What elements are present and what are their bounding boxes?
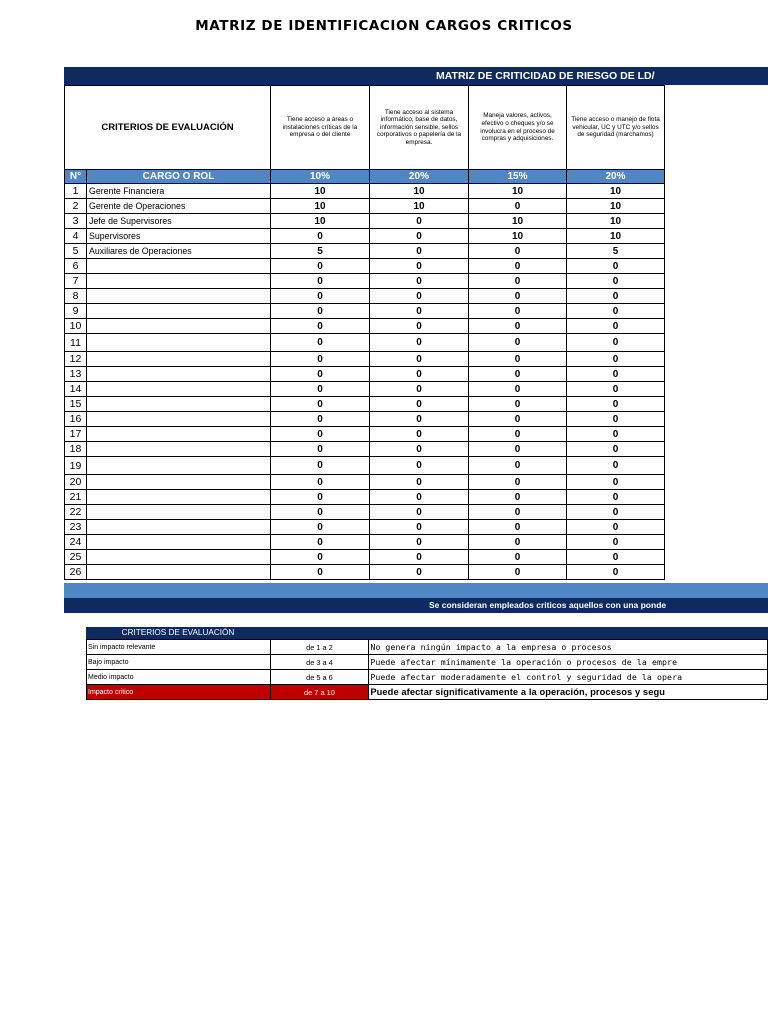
criterion-score: 0 xyxy=(370,319,469,334)
role-name: Gerente de Operaciones xyxy=(87,199,271,214)
criterion-score: 5 xyxy=(271,244,370,259)
role-name: Gerente Financiera xyxy=(87,184,271,199)
criterion-score: 0 xyxy=(567,382,665,397)
criterion-score: 0 xyxy=(271,427,370,442)
criterion-score: 0 xyxy=(567,550,665,565)
criterion-score: 0 xyxy=(370,505,469,520)
table-row xyxy=(65,397,665,412)
table-row xyxy=(65,304,665,319)
impact-range: de 5 a 6 xyxy=(270,670,369,685)
criterion-score: 0 xyxy=(271,535,370,550)
criterion-score: 0 xyxy=(271,565,370,580)
criterion-score: 0 xyxy=(469,259,567,274)
criterion-score: 0 xyxy=(469,412,567,427)
note-band xyxy=(64,598,768,613)
table-row xyxy=(65,442,665,457)
row-number: 12 xyxy=(65,352,87,367)
legend-row xyxy=(87,685,768,700)
criterion-score: 10 xyxy=(567,199,665,214)
criterion-score: 0 xyxy=(271,352,370,367)
criterion-score: 0 xyxy=(567,475,665,490)
criterion-score: 10 xyxy=(271,184,370,199)
table-row xyxy=(65,214,665,229)
criterion-score: 0 xyxy=(469,244,567,259)
matrix-banner xyxy=(64,67,768,85)
criterion-score: 0 xyxy=(567,505,665,520)
criterion-score: 0 xyxy=(567,334,665,352)
impact-description: Puede afectar mínimamente la operación o procesos de la empre xyxy=(369,655,768,670)
criterion-score: 0 xyxy=(370,274,469,289)
criterion-score: 0 xyxy=(370,442,469,457)
role-name xyxy=(87,427,271,442)
table-row xyxy=(65,520,665,535)
criterion-score: 10 xyxy=(370,199,469,214)
criterion-description: Tiene acceso al sistema informático, base de datos, información sensible, sellos corporativos o papelería de la empresa. xyxy=(370,86,469,170)
table-row xyxy=(65,475,665,490)
separator-band xyxy=(64,583,768,598)
table-row xyxy=(65,550,665,565)
criterion-score: 0 xyxy=(370,334,469,352)
impact-range: de 1 a 2 xyxy=(270,640,369,655)
criterion-description: Tiene acceso a áreas o instalaciones críticas de la empresa o del cliente xyxy=(271,86,370,170)
legend-row xyxy=(87,655,768,670)
criterion-score: 0 xyxy=(567,535,665,550)
table-row xyxy=(65,352,665,367)
impact-range: de 7 a 10 xyxy=(270,685,369,700)
criterion-score: 0 xyxy=(271,475,370,490)
criterion-score: 0 xyxy=(370,412,469,427)
criterion-score: 0 xyxy=(370,535,469,550)
table-row xyxy=(65,505,665,520)
criterion-score: 0 xyxy=(271,490,370,505)
row-number: 22 xyxy=(65,505,87,520)
row-number: 11 xyxy=(65,334,87,352)
row-number: 9 xyxy=(65,304,87,319)
impact-level: Impacto critico xyxy=(87,685,271,700)
table-row xyxy=(65,427,665,442)
table-row xyxy=(65,244,665,259)
criterion-score: 0 xyxy=(370,367,469,382)
table-row xyxy=(65,457,665,475)
role-name xyxy=(87,289,271,304)
role-name xyxy=(87,490,271,505)
role-name xyxy=(87,520,271,535)
criterion-score: 0 xyxy=(469,397,567,412)
criterion-score: 0 xyxy=(271,259,370,274)
criterion-score: 0 xyxy=(567,412,665,427)
criterion-score: 10 xyxy=(271,199,370,214)
criterion-score: 10 xyxy=(567,229,665,244)
role-name: Supervisores xyxy=(87,229,271,244)
criterion-score: 0 xyxy=(567,442,665,457)
matrix-body xyxy=(65,184,665,580)
criterion-score: 10 xyxy=(469,214,567,229)
table-row xyxy=(65,319,665,334)
criterion-score: 0 xyxy=(370,565,469,580)
criterion-score: 0 xyxy=(370,244,469,259)
row-number: 20 xyxy=(65,475,87,490)
column-header-row xyxy=(65,170,665,184)
table-row xyxy=(65,367,665,382)
criterion-score: 0 xyxy=(469,274,567,289)
role-name xyxy=(87,442,271,457)
criterion-weight: 20% xyxy=(567,170,665,184)
role-name xyxy=(87,565,271,580)
row-number: 25 xyxy=(65,550,87,565)
role-name xyxy=(87,259,271,274)
impact-level: Medio impacto xyxy=(87,670,271,685)
evaluation-legend xyxy=(86,639,768,700)
criterion-score: 0 xyxy=(567,520,665,535)
criterion-score: 0 xyxy=(567,457,665,475)
criterion-score: 0 xyxy=(469,550,567,565)
role-name xyxy=(87,334,271,352)
role-name xyxy=(87,319,271,334)
criterion-score: 0 xyxy=(271,412,370,427)
criterion-score: 0 xyxy=(370,397,469,412)
row-number: 3 xyxy=(65,214,87,229)
row-number: 8 xyxy=(65,289,87,304)
role-name xyxy=(87,304,271,319)
table-row xyxy=(65,490,665,505)
row-number: 13 xyxy=(65,367,87,382)
criterion-score: 0 xyxy=(370,475,469,490)
impact-description: Puede afectar moderadamente el control y seguridad de la opera xyxy=(369,670,768,685)
row-number: 26 xyxy=(65,565,87,580)
criterion-score: 0 xyxy=(370,427,469,442)
criterion-score: 0 xyxy=(370,304,469,319)
role-name xyxy=(87,457,271,475)
role-name xyxy=(87,382,271,397)
table-row xyxy=(65,535,665,550)
criterion-score: 0 xyxy=(370,550,469,565)
criteria-row xyxy=(65,86,665,170)
criterion-score: 0 xyxy=(567,427,665,442)
table-row xyxy=(65,259,665,274)
criterion-score: 0 xyxy=(370,382,469,397)
criterion-score: 0 xyxy=(469,334,567,352)
criterion-score: 0 xyxy=(271,442,370,457)
role-name xyxy=(87,397,271,412)
criterion-score: 0 xyxy=(567,490,665,505)
criterion-score: 0 xyxy=(370,229,469,244)
role-name xyxy=(87,535,271,550)
criterion-score: 0 xyxy=(469,565,567,580)
row-number: 16 xyxy=(65,412,87,427)
criterion-weight: 10% xyxy=(271,170,370,184)
impact-description: No genera ningún impacto a la empresa o procesos xyxy=(369,640,768,655)
table-row xyxy=(65,412,665,427)
criterion-score: 0 xyxy=(567,352,665,367)
row-number: 6 xyxy=(65,259,87,274)
criterion-score: 0 xyxy=(370,457,469,475)
criterion-score: 0 xyxy=(271,550,370,565)
criterion-score: 0 xyxy=(469,505,567,520)
role-name: Auxiliares de Operaciones xyxy=(87,244,271,259)
impact-level: Sin impacto relevante xyxy=(87,640,271,655)
criterion-score: 0 xyxy=(370,289,469,304)
role-name: Jefe de Supervisores xyxy=(87,214,271,229)
criterion-score: 10 xyxy=(370,184,469,199)
criterion-score: 0 xyxy=(370,259,469,274)
row-number: 18 xyxy=(65,442,87,457)
criterion-score: 0 xyxy=(271,229,370,244)
criterion-score: 0 xyxy=(567,397,665,412)
criterion-score: 0 xyxy=(271,334,370,352)
role-name xyxy=(87,352,271,367)
row-number: 2 xyxy=(65,199,87,214)
criterion-score: 0 xyxy=(469,289,567,304)
criterion-score: 0 xyxy=(271,397,370,412)
page-title: MATRIZ DE IDENTIFICACION CARGOS CRITICOS xyxy=(195,18,573,34)
criterion-score: 0 xyxy=(271,274,370,289)
criterion-score: 0 xyxy=(469,475,567,490)
criterion-score: 0 xyxy=(567,259,665,274)
number-column-header: N° xyxy=(65,170,87,184)
criterion-score: 10 xyxy=(469,184,567,199)
criterion-description: Tiene acceso o manejo de flota vehicular, UC y UTC y/o sellos de seguridad (marchamos) xyxy=(567,86,665,170)
criterion-score: 5 xyxy=(567,244,665,259)
criterion-score: 0 xyxy=(567,304,665,319)
criterion-score: 0 xyxy=(271,457,370,475)
criterion-score: 10 xyxy=(271,214,370,229)
table-row xyxy=(65,382,665,397)
criterion-score: 0 xyxy=(567,289,665,304)
criterion-score: 0 xyxy=(271,367,370,382)
legend-row xyxy=(87,640,768,655)
criterion-score: 0 xyxy=(370,490,469,505)
criterion-score: 0 xyxy=(469,367,567,382)
criterion-score: 0 xyxy=(271,520,370,535)
criterion-score: 0 xyxy=(271,505,370,520)
row-number: 4 xyxy=(65,229,87,244)
criterion-score: 0 xyxy=(271,304,370,319)
criterion-score: 0 xyxy=(567,319,665,334)
row-number: 19 xyxy=(65,457,87,475)
role-name xyxy=(87,475,271,490)
row-number: 10 xyxy=(65,319,87,334)
criterion-score: 0 xyxy=(469,304,567,319)
table-row xyxy=(65,289,665,304)
legend-row xyxy=(87,670,768,685)
criterion-score: 0 xyxy=(469,427,567,442)
criterion-score: 0 xyxy=(370,214,469,229)
criterion-score: 10 xyxy=(567,214,665,229)
criterion-score: 0 xyxy=(469,457,567,475)
criterion-score: 0 xyxy=(469,535,567,550)
criterion-weight: 15% xyxy=(469,170,567,184)
criterion-score: 0 xyxy=(271,289,370,304)
row-number: 15 xyxy=(65,397,87,412)
criterion-description: Maneja valores, activos, efectivo o cheques y/o se involucra en el proceso de compras y adquisiciones. xyxy=(469,86,567,170)
role-name xyxy=(87,274,271,289)
criterion-score: 0 xyxy=(469,490,567,505)
criterion-score: 0 xyxy=(567,565,665,580)
role-name xyxy=(87,367,271,382)
table-row xyxy=(65,184,665,199)
row-number: 5 xyxy=(65,244,87,259)
criterion-score: 0 xyxy=(469,520,567,535)
table-row xyxy=(65,334,665,352)
criterion-score: 0 xyxy=(469,352,567,367)
criterion-score: 10 xyxy=(567,184,665,199)
impact-range: de 3 a 4 xyxy=(270,655,369,670)
role-column-header: CARGO O ROL xyxy=(87,170,271,184)
criteria-label: CRITERIOS DE EVALUACIÓN xyxy=(65,86,271,170)
role-name xyxy=(87,505,271,520)
criterion-score: 0 xyxy=(469,319,567,334)
criterion-score: 10 xyxy=(469,229,567,244)
criterion-score: 0 xyxy=(567,274,665,289)
role-name xyxy=(87,550,271,565)
row-number: 24 xyxy=(65,535,87,550)
row-number: 21 xyxy=(65,490,87,505)
critical-note: Se consideran empleados criticos aquellos con una ponde xyxy=(429,600,667,610)
criterion-weight: 20% xyxy=(370,170,469,184)
role-name xyxy=(87,412,271,427)
row-number: 7 xyxy=(65,274,87,289)
table-row xyxy=(65,565,665,580)
row-number: 1 xyxy=(65,184,87,199)
criterion-score: 0 xyxy=(469,442,567,457)
banner-text: MATRIZ DE CRITICIDAD DE RIESGO DE LD/ xyxy=(436,70,655,82)
criterion-score: 0 xyxy=(469,382,567,397)
table-row xyxy=(65,229,665,244)
table-row xyxy=(65,274,665,289)
criterion-score: 0 xyxy=(370,352,469,367)
criterion-score: 0 xyxy=(271,319,370,334)
table-row xyxy=(65,199,665,214)
criterion-score: 0 xyxy=(567,367,665,382)
criterion-score: 0 xyxy=(469,199,567,214)
row-number: 23 xyxy=(65,520,87,535)
legend-body xyxy=(87,640,768,700)
impact-level: Bajo impacto xyxy=(87,655,271,670)
legend-title: CRITERIOS DE EVALUACIÓN xyxy=(121,628,235,637)
row-number: 17 xyxy=(65,427,87,442)
criterion-score: 0 xyxy=(271,382,370,397)
impact-description: Puede afectar significativamente a la operación, procesos y segu xyxy=(369,685,768,700)
criticality-matrix xyxy=(64,85,665,580)
criterion-score: 0 xyxy=(370,520,469,535)
row-number: 14 xyxy=(65,382,87,397)
